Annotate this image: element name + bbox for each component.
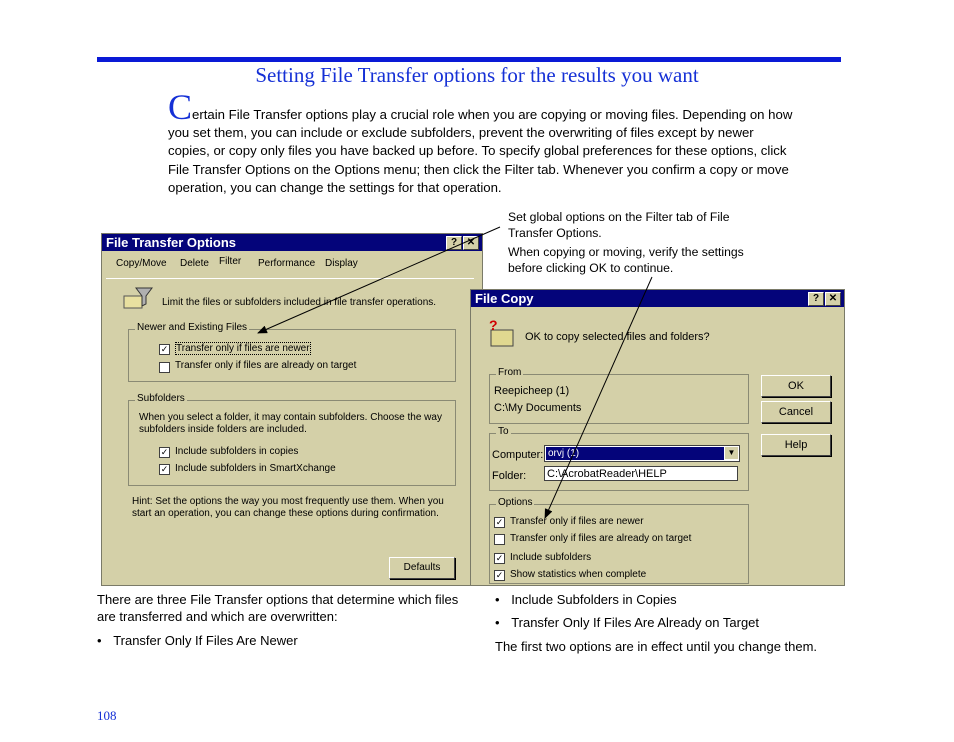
tab-display[interactable]: Display (325, 258, 358, 269)
copy-options-label: Options (498, 497, 533, 508)
tab-performance[interactable]: Performance (258, 258, 316, 269)
existing-option-label: Transfer only if files are already on target (175, 360, 357, 371)
help-icon[interactable]: ? (446, 236, 462, 250)
bullet-text: Include Subfolders in Copies (511, 592, 677, 607)
page-number: 108 (97, 708, 117, 723)
subfolders-text: When you select a folder, it may contain subfolders. Choose the way subfolders inside folders are included. (139, 412, 442, 435)
svg-text:?: ? (489, 318, 498, 333)
page-title: Setting File Transfer options for the results you want (255, 63, 699, 87)
copy-existing-label: Transfer only if files are already on target (510, 533, 692, 544)
from-label: From (498, 367, 522, 378)
to-label: To (498, 426, 509, 437)
copy-newer-checkbox[interactable]: ✓ (495, 517, 504, 527)
tab-delete[interactable]: Delete (180, 258, 209, 269)
options-description: Limit the files or subfolders included in file transfer operations. (162, 297, 437, 308)
bullet-mark: • (97, 633, 102, 648)
bullet-item (495, 614, 759, 631)
body-left-paragraph: There are three File Transfer options that determine which files are transferred and which are overwritten: (97, 592, 459, 624)
include-smart-checkbox[interactable]: ✓ (160, 464, 169, 474)
from-folder: C:\My Documents (494, 402, 582, 414)
drop-cap: C (168, 87, 193, 127)
copy-subfolders-checkbox[interactable]: ✓ (495, 553, 504, 563)
bullet-mark: • (495, 615, 500, 630)
ok-button[interactable]: OK (761, 375, 831, 397)
tab-copy-move[interactable]: Copy/Move (116, 258, 167, 269)
closing-paragraph: The first two options are in effect until you change them. (495, 639, 818, 654)
bullet-mark: • (495, 592, 500, 607)
include-copies-label: Include subfolders in copies (175, 446, 299, 457)
chevron-down-icon[interactable]: ▼ (725, 447, 738, 459)
copy-prompt: OK to copy selected files and folders? (525, 331, 710, 343)
help-button[interactable]: Help (761, 434, 831, 456)
defaults-button[interactable]: Defaults (389, 557, 455, 579)
from-computer: Reepicheep (1) (494, 385, 570, 397)
copy-subfolders-label: Include subfolders (510, 552, 592, 563)
arrow-to-copy-option (545, 277, 652, 518)
newer-option-label: Transfer only if files are newer (176, 343, 310, 354)
copy-newer-label: Transfer only if files are newer (510, 516, 644, 527)
close-icon[interactable]: ✕ (463, 236, 479, 250)
help-icon[interactable]: ? (808, 292, 824, 306)
newer-group-label: Newer and Existing Files (137, 322, 248, 333)
computer-value: orvj (1) (546, 447, 724, 460)
folder-input[interactable]: C:\AcrobatReader\HELP (544, 466, 738, 481)
arrow-to-filter-option (258, 227, 500, 333)
callout-filter-tab: Set global options on the Filter tab of File Transfer Options. (508, 210, 730, 240)
newer-checkbox[interactable]: ✓ (160, 344, 169, 354)
options-title: File Transfer Options (106, 235, 237, 250)
bullet-text: Transfer Only If Files Are Already on Target (511, 615, 760, 630)
tab-filter[interactable]: Filter (219, 256, 242, 267)
include-smart-label: Include subfolders in SmartXchange (175, 463, 336, 474)
options-hint: Hint: Set the options the way you most frequently use them. When you start an operation, you can change these options during confirmation. (132, 496, 444, 519)
intro-text: ertain File Transfer options play a crucial role when you are copying or moving files. Depending on how you set them, you can include or exclude subfolders, prevent the overwriting of files except by newer copies, or copy only files you have backed up before. To specify global preferences for these options, click File Transfer Options on the Options menu; then click the Filter tab. Whenever you confirm a copy or move operation, you can change the settings for that operation. (168, 107, 793, 195)
bullet-item (97, 632, 298, 649)
copy-stats-checkbox[interactable]: ✓ (495, 570, 504, 580)
include-copies-checkbox[interactable]: ✓ (160, 447, 169, 457)
bullet-text: Transfer Only If Files Are Newer (113, 633, 298, 648)
subfolders-group-label: Subfolders (137, 393, 185, 404)
folder-label: Folder: (492, 470, 527, 482)
computer-label: Computer: (492, 449, 544, 461)
copy-stats-label: Show statistics when complete (510, 569, 647, 580)
copy-title: File Copy (475, 291, 534, 306)
close-icon[interactable]: ✕ (825, 292, 841, 306)
cancel-button[interactable]: Cancel (761, 401, 831, 423)
callout-verify: When copying or moving, verify the settings before clicking OK to continue. (508, 245, 744, 275)
bullet-item (495, 591, 677, 608)
